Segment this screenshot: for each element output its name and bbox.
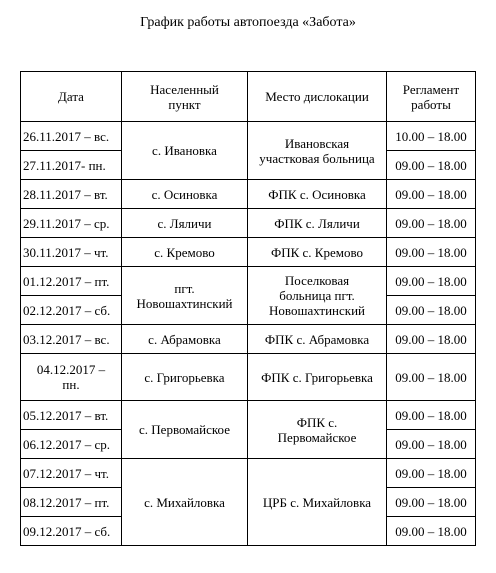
date-cell: 02.12.2017 – сб. [21,296,122,325]
town-cell: с. Михайловка [122,459,248,546]
page-title: График работы автопоезда «Забота» [140,15,356,30]
table-row [21,459,476,488]
place-cell: ФПК с. Осиновка [248,180,387,209]
date-cell: 05.12.2017 – вт. [21,401,122,430]
hours-cell: 09.00 – 18.00 [387,517,476,546]
table-row [21,401,476,430]
date-cell [21,354,122,401]
place-cell [248,267,387,325]
place-cell: ФПК с. Абрамовка [248,325,387,354]
date-cell: 28.11.2017 – вт. [21,180,122,209]
date-cell: 06.12.2017 – ср. [21,430,122,459]
hours-cell: 09.00 – 18.00 [387,459,476,488]
place-line: Первомайское [277,429,357,445]
town-cell: с. Ляличи [122,209,248,238]
town-line: пгт. [174,280,195,296]
date-cell: 07.12.2017 – чт. [21,459,122,488]
table-row [21,354,476,401]
date-cell: 27.11.2017- пн. [21,151,122,180]
place-cell: ФПК с. Кремово [248,238,387,267]
hours-cell: 09.00 – 18.00 [387,430,476,459]
hours-cell: 09.00 – 18.00 [387,325,476,354]
town-cell: с. Григорьевка [122,354,248,401]
header-hours-line2: работы [411,96,451,112]
place-cell [248,401,387,459]
header-town-line1: Населенный [150,81,219,97]
town-cell: с. Первомайское [122,401,248,459]
date-line: пн. [62,377,80,392]
town-line: Новошахтинский [136,295,233,311]
date-cell: 30.11.2017 – чт. [21,238,122,267]
header-place: Место дислокации [248,72,387,122]
place-cell: ФПК с. Григорьевка [248,354,387,401]
header-date: Дата [21,72,122,122]
header-hours-line1: Регламент [402,81,460,97]
place-line: Поселковая [284,273,350,288]
table-row [21,209,476,238]
hours-cell: 09.00 – 18.00 [387,151,476,180]
header-town [122,72,248,122]
table-header-row [21,72,476,122]
date-cell: 01.12.2017 – пт. [21,267,122,296]
hours-cell: 09.00 – 18.00 [387,267,476,296]
date-cell: 08.12.2017 – пт. [21,488,122,517]
place-line: Ивановская [284,135,350,151]
table-row [21,267,476,296]
hours-cell: 09.00 – 18.00 [387,180,476,209]
place-cell: ФПК с. Ляличи [248,209,387,238]
schedule-table [20,71,476,546]
table-row [21,238,476,267]
hours-cell: 09.00 – 18.00 [387,238,476,267]
town-cell: с. Кремово [122,238,248,267]
table-row [21,325,476,354]
hours-cell: 09.00 – 18.00 [387,401,476,430]
hours-cell: 09.00 – 18.00 [387,296,476,325]
place-cell [248,122,387,180]
place-line: Новошахтинский [269,303,365,318]
date-cell: 03.12.2017 – вс. [21,325,122,354]
place-line: больница пгт. [279,288,355,303]
table-row [21,122,476,151]
date-cell: 09.12.2017 – сб. [21,517,122,546]
date-line: 04.12.2017 – [36,362,106,377]
hours-cell: 09.00 – 18.00 [387,354,476,401]
place-cell: ЦРБ с. Михайловка [248,459,387,546]
header-hours [387,72,476,122]
town-cell: с. Ивановка [122,122,248,180]
date-cell: 29.11.2017 – ср. [21,209,122,238]
place-line: участковая больница [259,150,375,166]
place-line: ФПК с. [296,414,338,430]
hours-cell: 09.00 – 18.00 [387,488,476,517]
date-cell: 26.11.2017 – вс. [21,122,122,151]
hours-cell: 09.00 – 18.00 [387,209,476,238]
header-town-line2: пункт [168,96,201,112]
table-row [21,180,476,209]
hours-cell: 10.00 – 18.00 [387,122,476,151]
town-cell [122,267,248,325]
town-cell: с. Осиновка [122,180,248,209]
town-cell: с. Абрамовка [122,325,248,354]
